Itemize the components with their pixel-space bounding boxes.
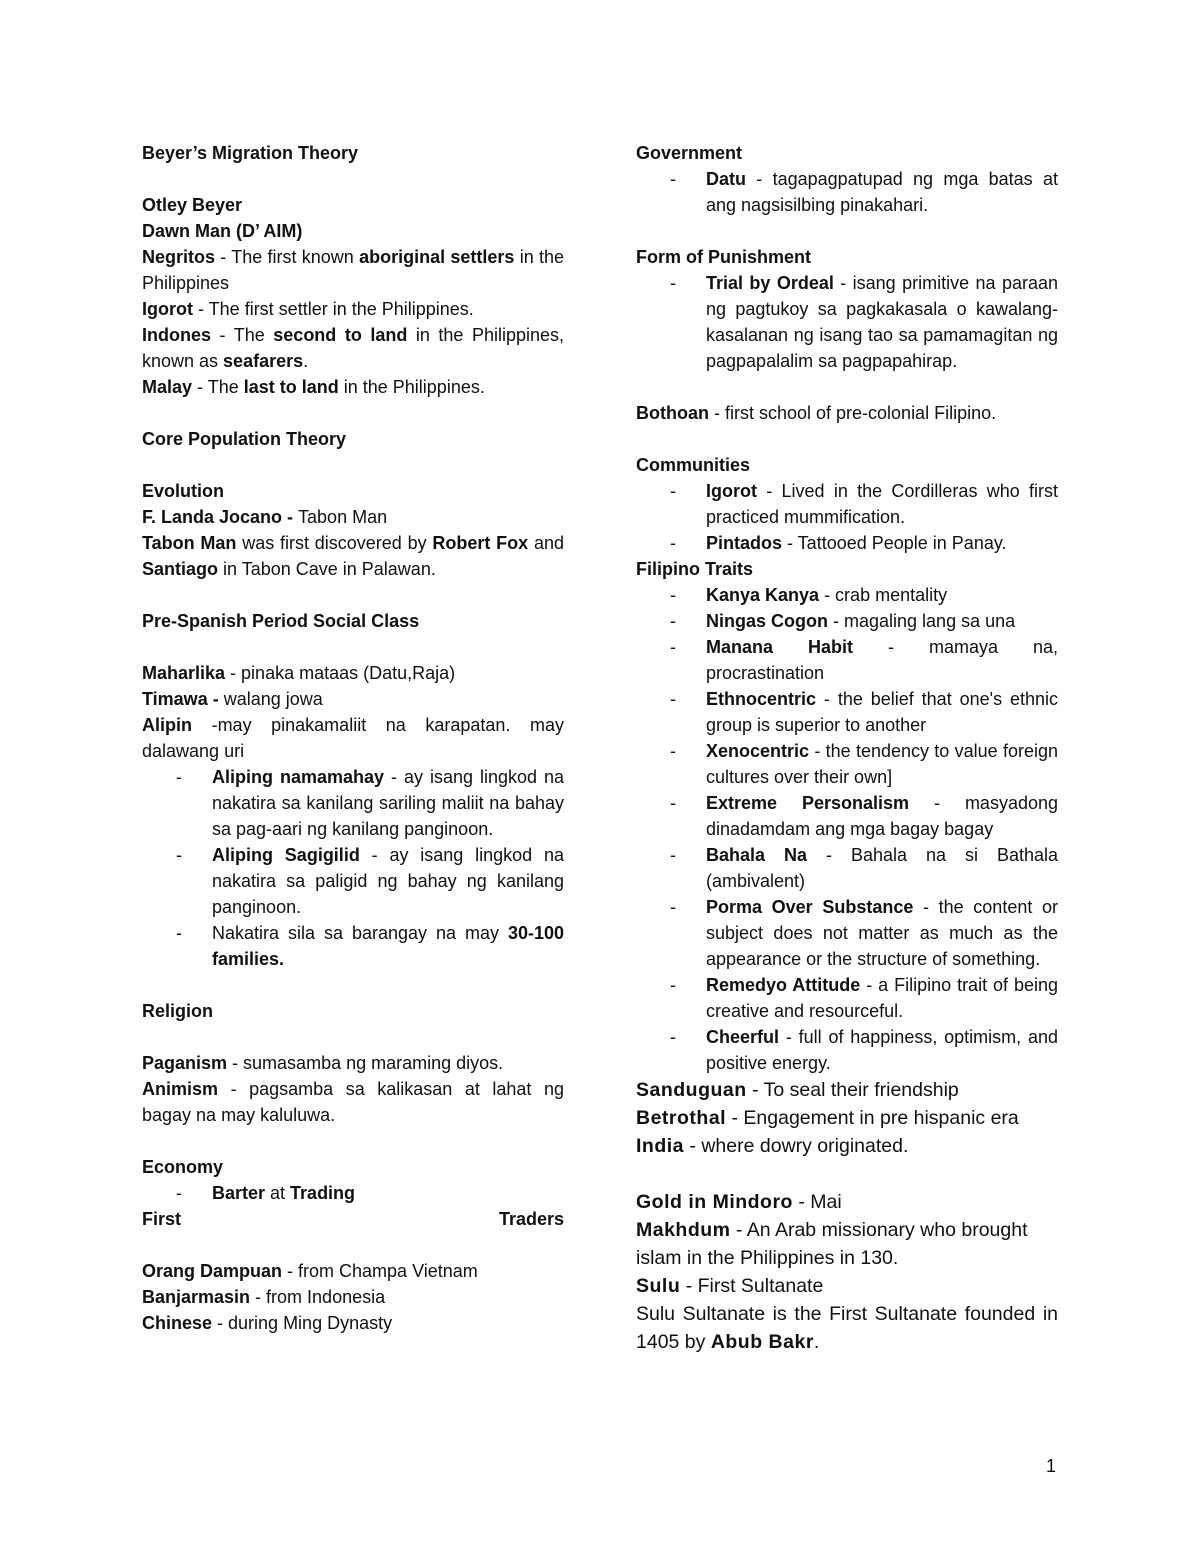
list-item: - Barter at Trading [176, 1183, 356, 1203]
list-item: - Trial by Ordeal - isang primitive na paraan ng pagtukoy sa pagkakasala o kawalang-kasalanan ng isang tao sa pamamagitan ng pagpapalalim sa pagpapahirap. [670, 273, 1058, 371]
list-item: - Igorot - Lived in the Cordilleras who first practiced mummification. [670, 481, 1058, 527]
bothoan-entry: Bothoan - first school of pre-colonial Filipino. [636, 403, 997, 423]
page-number: 1 [1046, 1456, 1057, 1476]
india-entry: India - where dowry originated. [636, 1135, 909, 1157]
list-item: - Aliping Sagigilid - ay isang lingkod na nakatira sa paligid ng bahay ng kanilang panginoon. [176, 845, 564, 917]
list-item: - Extreme Personalism - masyadong dinadamdam ang mga bagay bagay [670, 793, 1058, 839]
orang-entry: Orang Dampuan - from Champa Vietnam [142, 1261, 478, 1281]
list-item: - Remedyo Attitude - a Filipino trait of being creative and resourceful. [670, 975, 1058, 1021]
right-column [636, 140, 1058, 1356]
sultanate-entry: Sulu Sultanate is the First Sultanate founded in 1405 by Abub Bakr. [636, 1303, 1058, 1353]
negritos-entry: Negritos - The first known aboriginal settlers in the Philippines [142, 247, 564, 293]
alipin-entry: Alipin -may pinakamaliit na karapatan. may dalawang uri [142, 715, 564, 761]
list-item: - Pintados - Tattooed People in Panay. [670, 533, 1007, 553]
heading-communities: Communities [636, 455, 751, 475]
sulu-entry: Sulu - First Sultanate [636, 1275, 824, 1297]
heading-core-population: Core Population Theory [142, 429, 347, 449]
list-item: - Nakatira sila sa barangay na may 30-100 families. [176, 923, 564, 969]
heading-punishment: Form of Punishment [636, 247, 811, 267]
heading-religion: Religion [142, 1001, 213, 1021]
list-item: - Ethnocentric - the belief that one's ethnic group is superior to another [670, 689, 1058, 735]
list-item: - Bahala Na - Bahala na si Bathala (ambivalent) [670, 845, 1058, 891]
list-item: - Xenocentric - the tendency to value foreign cultures over their own] [670, 741, 1058, 787]
heading-filipino-traits: Filipino Traits [636, 559, 754, 579]
jocano-entry: F. Landa Jocano - Tabon Man [142, 507, 388, 527]
list-item: - Cheerful - full of happiness, optimism, and positive energy. [670, 1027, 1058, 1073]
list-item: - Ningas Cogon - magaling lang sa una [670, 611, 1016, 631]
heading-economy: Economy [142, 1157, 224, 1177]
makhdum-entry: Makhdum - An Arab missionary who brought islam in the Philippines in 130. [636, 1219, 1028, 1269]
malay-entry: Malay - The last to land in the Philippines. [142, 377, 485, 397]
animism-entry: Animism - pagsamba sa kalikasan at lahat ng bagay na may kaluluwa. [142, 1079, 564, 1125]
banjarmasin-entry: Banjarmasin - from Indonesia [142, 1287, 386, 1307]
heading-government: Government [636, 143, 743, 163]
sanduguan-entry: Sanduguan - To seal their friendship [636, 1079, 959, 1101]
dawn-man: Dawn Man (D’ AIM) [142, 221, 303, 241]
heading-migration: Beyer’s Migration Theory [142, 143, 359, 163]
first-traders: First Traders [142, 1209, 564, 1229]
left-column [142, 140, 564, 1336]
heading-social-class: Pre-Spanish Period Social Class [142, 611, 420, 631]
otley-beyer: Otley Beyer [142, 195, 243, 215]
timawa-entry: Timawa - walang jowa [142, 689, 323, 709]
heading-evolution: Evolution [142, 481, 224, 501]
list-item: - Datu - tagapagpatupad ng mga batas at ang nagsisilbing pinakahari. [670, 169, 1058, 215]
gold-entry: Gold in Mindoro - Mai [636, 1191, 842, 1213]
igorot-entry: Igorot - The first settler in the Philippines. [142, 299, 474, 319]
maharlika-entry: Maharlika - pinaka mataas (Datu,Raja) [142, 663, 456, 683]
betrothal-entry: Betrothal - Engagement in pre hispanic era [636, 1107, 1019, 1129]
paganism-entry: Paganism - sumasamba ng maraming diyos. [142, 1053, 504, 1073]
list-item: - Kanya Kanya - crab mentality [670, 585, 948, 605]
indones-entry: Indones - The second to land in the Philippines, known as seafarers. [142, 325, 564, 371]
tabon-entry: Tabon Man was first discovered by Robert Fox and Santiago in Tabon Cave in Palawan. [142, 533, 564, 579]
list-item: - Aliping namamahay - ay isang lingkod na nakatira sa kanilang sariling maliit na bahay sa pag-aari ng kanilang panginoon. [176, 767, 565, 839]
chinese-entry: Chinese - during Ming Dynasty [142, 1313, 393, 1333]
list-item: - Porma Over Substance - the content or subject does not matter as much as the appearance or the structure of something. [670, 897, 1058, 969]
list-item: - Manana Habit - mamaya na, procrastination [670, 637, 1058, 683]
